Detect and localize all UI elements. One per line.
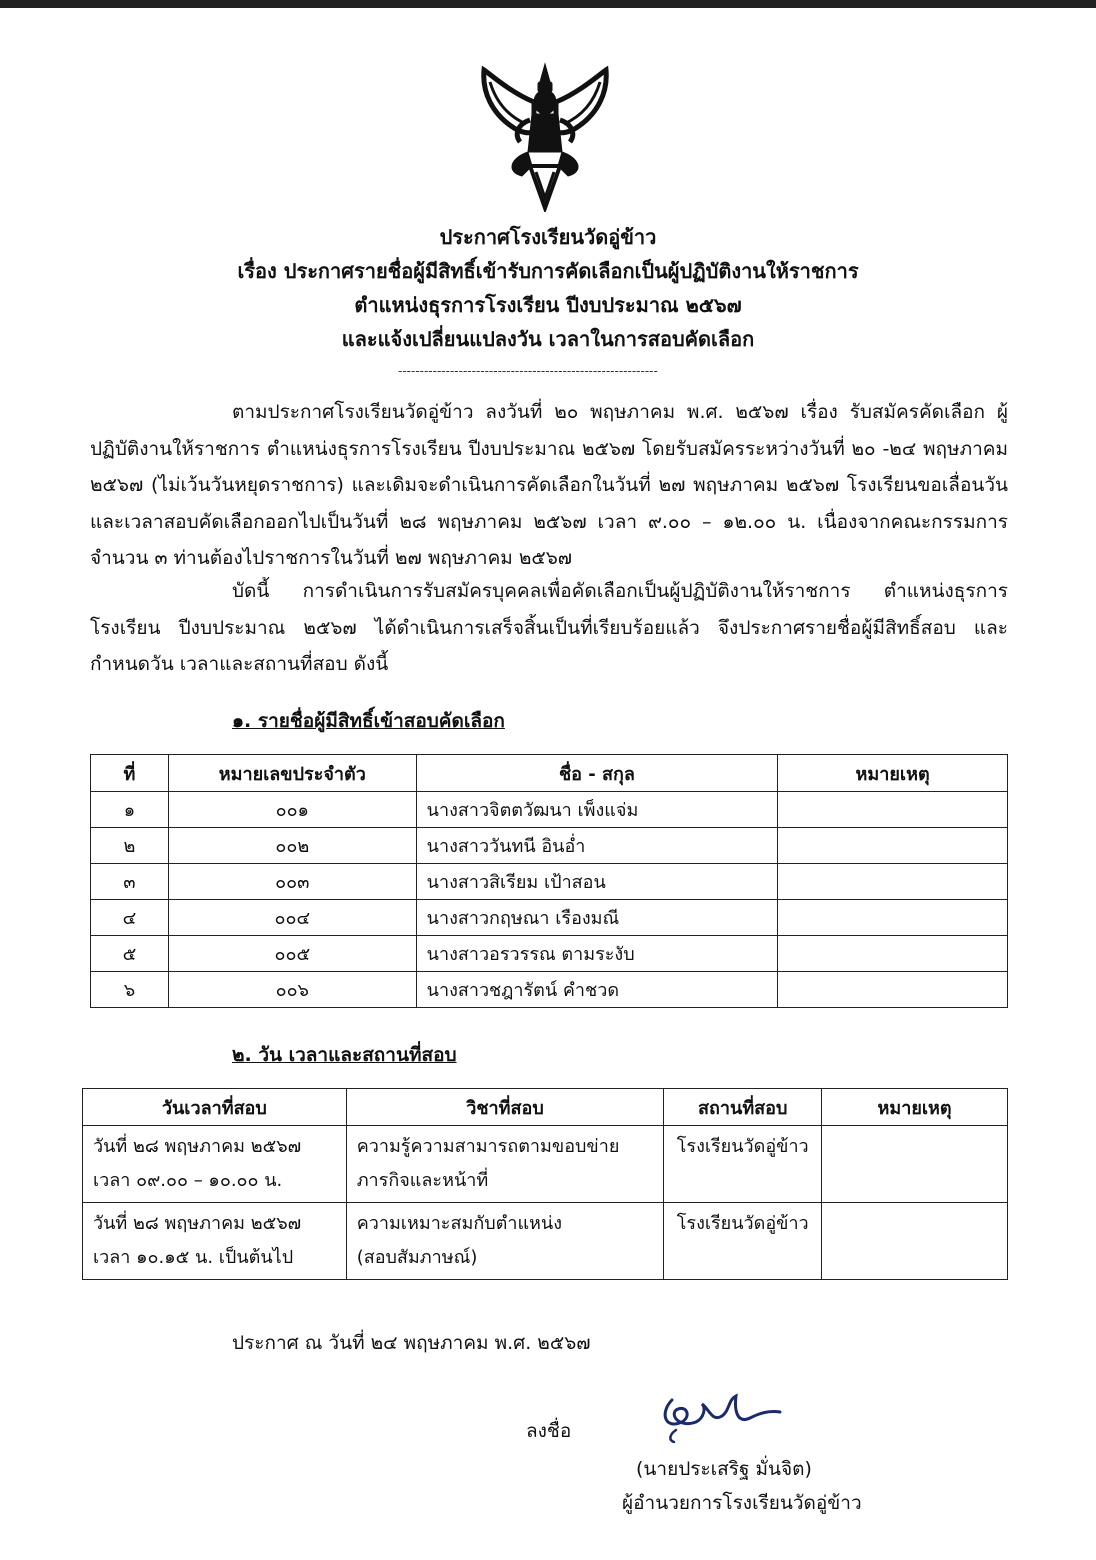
- cell-note: [822, 1126, 1008, 1203]
- table-row: [91, 936, 1008, 972]
- paragraph-1: [90, 394, 1008, 577]
- header-note: หมายเหตุ: [822, 1089, 1008, 1126]
- cell-place: โรงเรียนวัดอู่ข้าว: [664, 1203, 822, 1280]
- cell-name: นางสาวชฎารัตน์ คำชวด: [416, 972, 778, 1008]
- table-row: [83, 1126, 1008, 1203]
- cell-name: นางสาวสิเรียม เป้าสอน: [416, 864, 778, 900]
- table-row: [91, 972, 1008, 1008]
- header-date: วันเวลาที่สอบ: [83, 1089, 347, 1126]
- announce-date: ประกาศ ณ วันที่ ๒๔ พฤษภาคม พ.ศ. ๒๕๖๗: [232, 1332, 591, 1354]
- header-note: หมายเหตุ: [778, 755, 1008, 792]
- cell-name: นางสาวกฤษณา เรืองมณี: [416, 900, 778, 936]
- table-row: [91, 792, 1008, 828]
- top-bar: [0, 0, 1096, 8]
- title-line-2: เรื่อง ประกาศรายชื่อผู้มีสิทธิ์เข้ารับการคัดเลือกเป็นผู้ปฏิบัติงานให้ราชการ: [237, 259, 859, 283]
- subject-line: (สอบสัมภาษณ์): [356, 1247, 478, 1268]
- signer-name: (นายประเสริฐ มั่นจิต): [636, 1458, 812, 1480]
- cell-date: [83, 1203, 347, 1280]
- cell-note: [822, 1203, 1008, 1280]
- cell-name: นางสาวจิตตวัฒนา เพ็งแจ่ม: [416, 792, 778, 828]
- candidates-table: [90, 754, 1008, 1008]
- schedule-table: [82, 1088, 1008, 1280]
- table-row: [91, 900, 1008, 936]
- cell-subject: [346, 1203, 664, 1280]
- separator-line: ------------------------------------------------------------: [398, 364, 658, 378]
- cell-note: [778, 900, 1008, 936]
- time-line: เวลา ๑๐.๑๕ น. เป็นต้นไป: [93, 1247, 294, 1268]
- section-1-title: ๑. รายชื่อผู้มีสิทธิ์เข้าสอบคัดเลือก: [232, 710, 505, 732]
- header-place: สถานที่สอบ: [664, 1089, 822, 1126]
- cell-note: [778, 828, 1008, 864]
- table-row: [91, 864, 1008, 900]
- cell-name: นางสาววันทนี อินอ่ำ: [416, 828, 778, 864]
- section-2-title: ๒. วัน เวลาและสถานที่สอบ: [232, 1044, 457, 1066]
- signature-image: [640, 1382, 790, 1452]
- cell-no: ๕: [91, 936, 169, 972]
- cell-id: ๐๐๒: [168, 828, 416, 864]
- cell-no: ๔: [91, 900, 169, 936]
- header-subject: วิชาที่สอบ: [346, 1089, 664, 1126]
- title-line-1: ประกาศโรงเรียนวัดอู่ข้าว: [439, 225, 657, 249]
- cell-note: [778, 792, 1008, 828]
- subject-line: ความเหมาะสมกับตำแหน่ง: [356, 1213, 562, 1234]
- date-line: วันที่ ๒๘ พฤษภาคม ๒๕๖๗: [93, 1136, 302, 1157]
- cell-no: ๖: [91, 972, 169, 1008]
- cell-id: ๐๐๑: [168, 792, 416, 828]
- table-row: [91, 828, 1008, 864]
- paragraph-2-text: บัดนี้ การดำเนินการรับสมัครบุคคลเพื่อคัดเลือกเป็นผู้ปฏิบัติงานให้ราชการ ตำแหน่งธุรการ โรงเรียน ปีงบประมาณ ๒๕๖๗ ได้ดำเนินการเสร็จสิ้นเป็นที่เรียบร้อยแล้ว จึงประกาศรายชื่อผู้มีสิทธิ์สอบ และ กำหนดวัน เวลาและสถานที่สอบ ดังนี้: [90, 580, 1008, 675]
- header-no: ที่: [91, 755, 169, 792]
- cell-place: โรงเรียนวัดอู่ข้าว: [664, 1126, 822, 1203]
- cell-no: ๒: [91, 828, 169, 864]
- paragraph-1-text: ตามประกาศโรงเรียนวัดอู่ข้าว ลงวันที่ ๒๐ พฤษภาคม พ.ศ. ๒๕๖๗ เรื่อง รับสมัครคัดเลือก ผู้ปฏิบัติงานให้ราชการ ตำแหน่งธุรการโรงเรียน ปีงบประมาณ ๒๕๖๗ โดยรับสมัครระหว่างวันที่ ๒๐ -๒๔ พฤษภาคม ๒๕๖๗ (ไม่เว้นวันหยุดราชการ) และเดิมจะดำเนินการคัดเลือกในวันที่ ๒๗ พฤษภาคม ๒๕๖๗ โรงเรียนขอเลื่อนวันและเวลาสอบคัดเลือกออกไปเป็นวันที่ ๒๘ พฤษภาคม ๒๕๖๗ เวลา ๙.๐๐ – ๑๒.๐๐ น. เนื่องจากคณะกรรมการจำนวน ๓ ท่านต้องไปราชการในวันที่ ๒๗ พฤษภาคม ๒๕๖๗: [90, 401, 1008, 569]
- garuda-emblem-icon: [470, 62, 620, 212]
- cell-id: ๐๐๔: [168, 900, 416, 936]
- title-line-4: และแจ้งเปลี่ยนแปลงวัน เวลาในการสอบคัดเลือก: [341, 327, 755, 351]
- date-line: วันที่ ๒๘ พฤษภาคม ๒๕๖๗: [93, 1213, 302, 1234]
- cell-id: ๐๐๓: [168, 864, 416, 900]
- sign-label: ลงชื่อ: [526, 1420, 572, 1442]
- cell-id: ๐๐๕: [168, 936, 416, 972]
- title-line-3: ตำแหน่งธุรการโรงเรียน ปีงบประมาณ ๒๕๖๗: [354, 293, 742, 317]
- cell-subject: [346, 1126, 664, 1203]
- table-header-row: [91, 755, 1008, 792]
- signer-title: ผู้อำนวยการโรงเรียนวัดอู่ข้าว: [622, 1492, 862, 1514]
- cell-date: [83, 1126, 347, 1203]
- paragraph-2: [90, 573, 1008, 683]
- header-name: ชื่อ - สกุล: [416, 755, 778, 792]
- time-line: เวลา ๐๙.๐๐ – ๑๐.๐๐ น.: [93, 1170, 283, 1191]
- table-row: [83, 1203, 1008, 1280]
- cell-note: [778, 972, 1008, 1008]
- cell-no: ๑: [91, 792, 169, 828]
- cell-name: นางสาวอรวรรณ ตามระงับ: [416, 936, 778, 972]
- cell-note: [778, 936, 1008, 972]
- cell-no: ๓: [91, 864, 169, 900]
- cell-id: ๐๐๖: [168, 972, 416, 1008]
- header-id: หมายเลขประจำตัว: [168, 755, 416, 792]
- cell-note: [778, 864, 1008, 900]
- table-header-row: [83, 1089, 1008, 1126]
- subject-line: ภารกิจและหน้าที่: [356, 1170, 489, 1191]
- subject-line: ความรู้ความสามารถตามขอบข่าย: [356, 1136, 620, 1157]
